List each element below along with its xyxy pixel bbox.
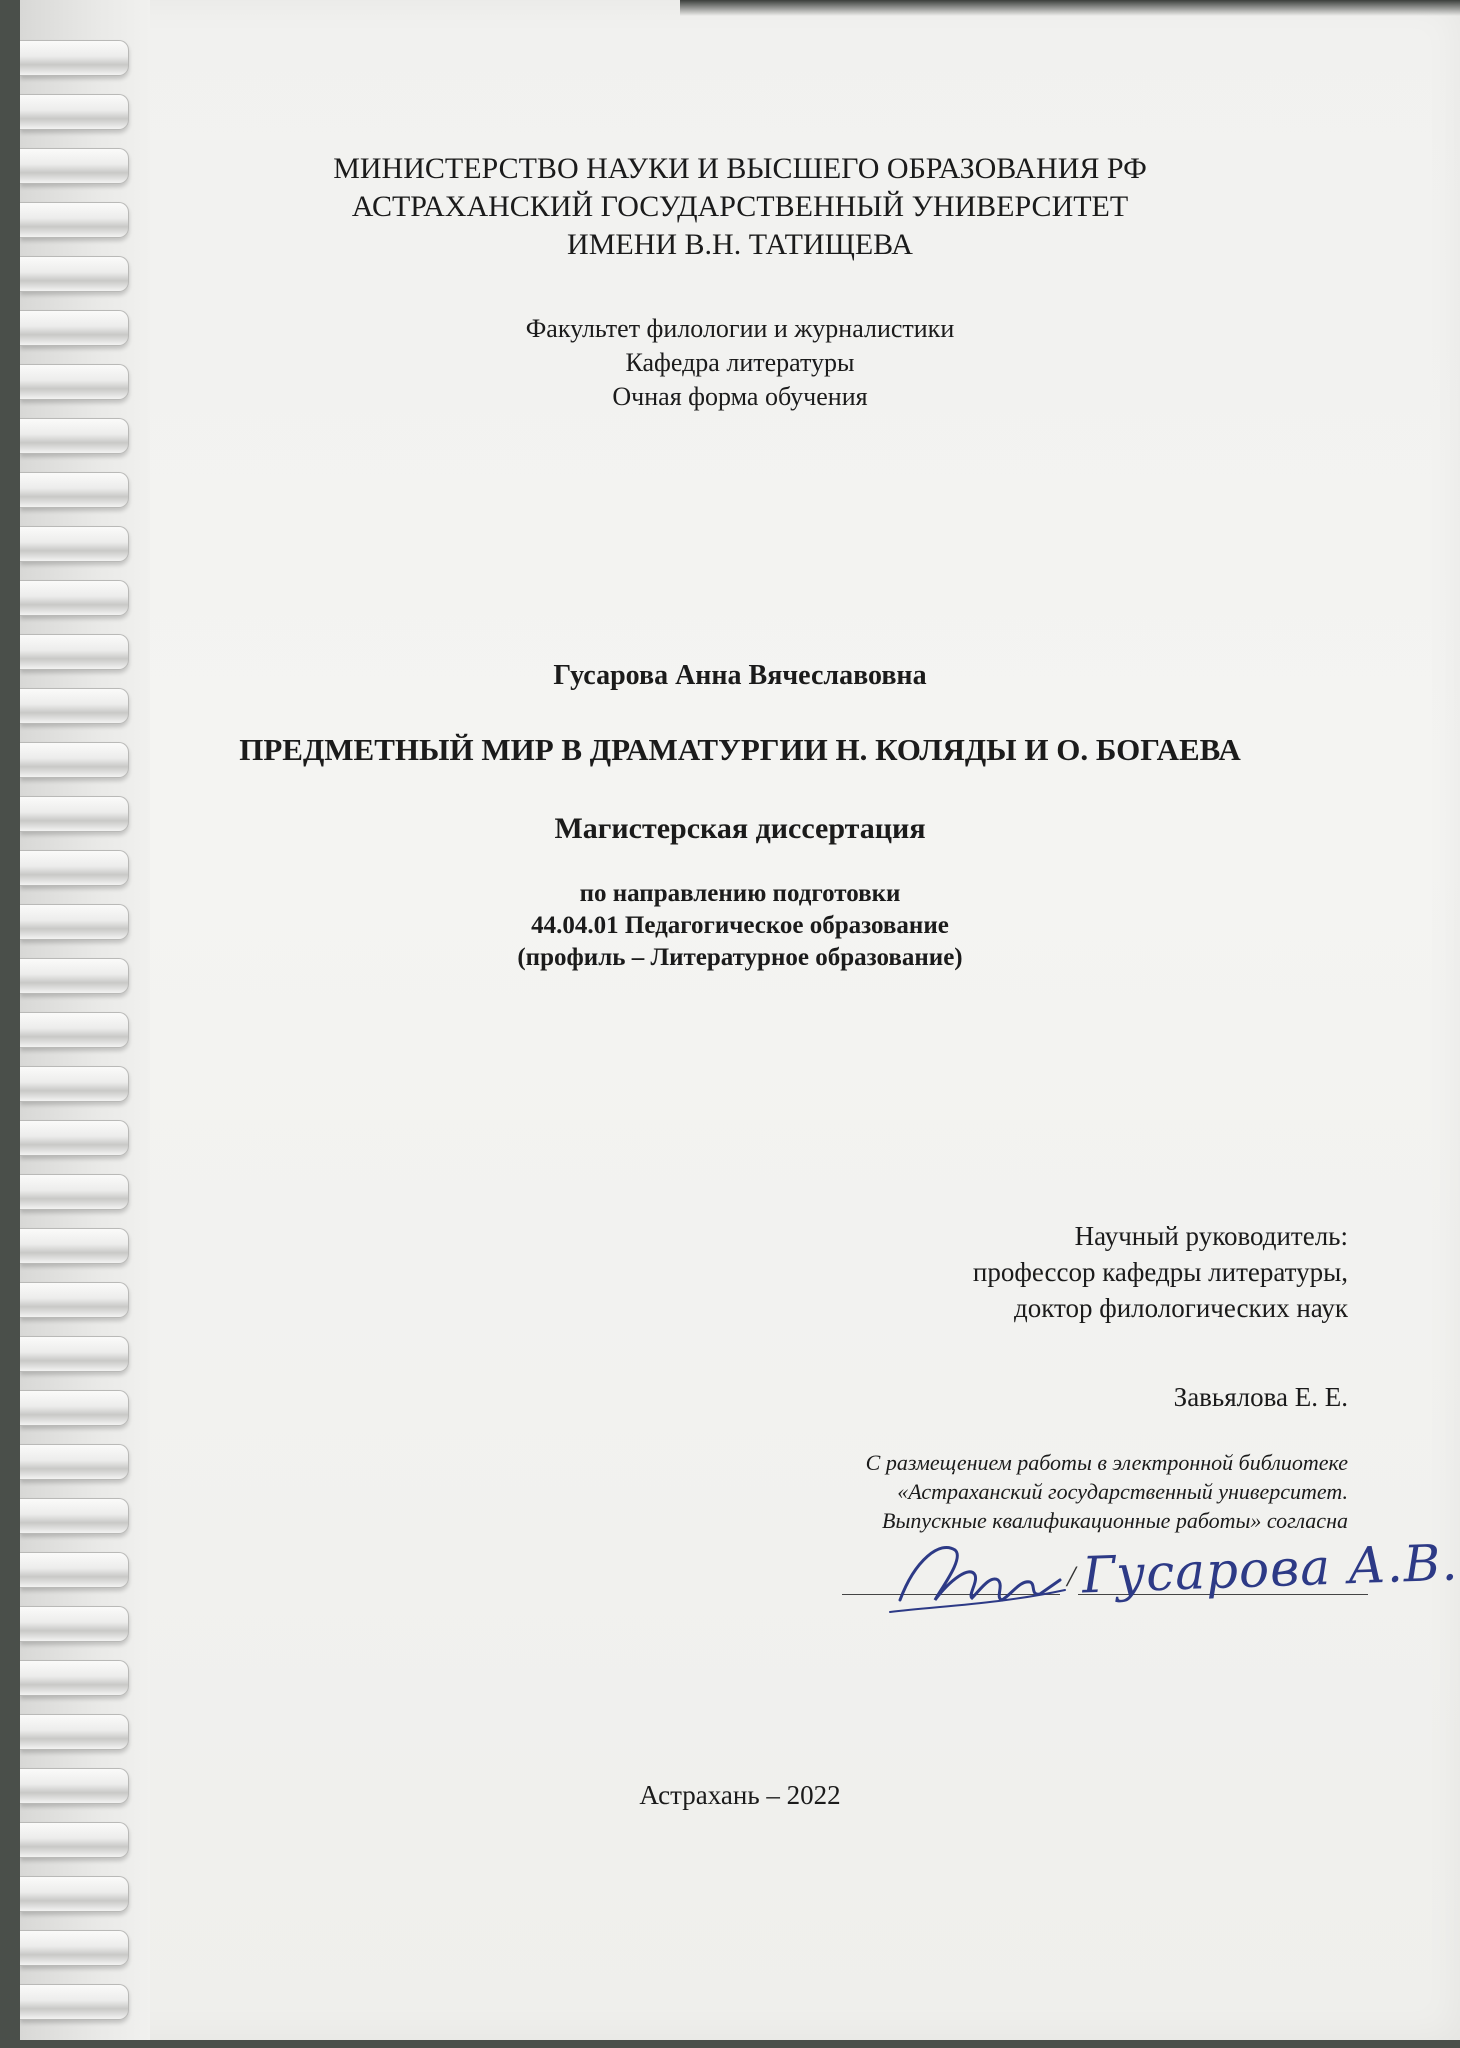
- supervisor-info: [648, 1218, 1348, 1326]
- department-line: Кафедра литературы: [625, 348, 855, 377]
- work-type: Магистерская диссертация: [554, 812, 926, 845]
- study-direction: [20, 878, 1460, 974]
- faculty-line: Факультет филологии и журналистики: [525, 314, 955, 343]
- consent-line: «Астраханский государственный университет.: [897, 1479, 1348, 1504]
- consent-line: Выпускные квалификационные работы» согласна: [882, 1508, 1348, 1533]
- university-name-line: ИМЕНИ В.Н. ТАТИЩЕВА: [567, 228, 913, 261]
- direction-profile-line: (профиль – Литературное образование): [517, 944, 963, 971]
- binding-coil: [20, 1444, 129, 1480]
- binding-coil: [20, 580, 129, 616]
- binding-coil: [20, 1066, 129, 1102]
- binding-coil: [20, 1012, 129, 1048]
- supervisor-label: Научный руководитель:: [1074, 1221, 1348, 1251]
- binding-coil: [20, 688, 129, 724]
- binding-coil: [20, 1390, 129, 1426]
- page-top-shadow: [680, 0, 1460, 16]
- supervisor-position: профессор кафедры литературы,: [972, 1257, 1348, 1287]
- city-year: Астрахань – 2022: [639, 1780, 841, 1810]
- consent-line: С размещением работы в электронной библиотеке: [865, 1450, 1348, 1475]
- direction-code-line: 44.04.01 Педагогическое образование: [531, 912, 949, 939]
- binding-coil: [20, 40, 129, 76]
- binding-coil: [20, 1876, 129, 1912]
- binding-coil: [20, 1660, 129, 1696]
- study-form-line: Очная форма обучения: [612, 382, 868, 411]
- binding-coil: [20, 526, 129, 562]
- handwritten-name: Гусарова А.В.: [1081, 1533, 1460, 1605]
- binding-coil: [20, 472, 129, 508]
- binding-coil: [20, 1174, 129, 1210]
- handwritten-signature: [880, 1520, 1070, 1630]
- binding-coil: [20, 1822, 129, 1858]
- binding-coil: [20, 1984, 129, 2020]
- title-page: [20, 0, 1460, 2040]
- binding-coil: [20, 1228, 129, 1264]
- binding-coil: [20, 1120, 129, 1156]
- university-line: АСТРАХАНСКИЙ ГОСУДАРСТВЕННЫЙ УНИВЕРСИТЕТ: [351, 190, 1129, 223]
- signature-separator: /: [1067, 1560, 1076, 1593]
- binding-coil: [20, 1930, 129, 1966]
- binding-coil: [20, 1552, 129, 1588]
- binding-coil: [20, 1282, 129, 1318]
- binding-coil: [20, 1606, 129, 1642]
- ministry-header: [20, 150, 1460, 264]
- binding-coil: [20, 1714, 129, 1750]
- ministry-line: МИНИСТЕРСТВО НАУКИ И ВЫСШЕГО ОБРАЗОВАНИЯ РФ: [333, 152, 1147, 185]
- binding-coil: [20, 94, 129, 130]
- faculty-info: [20, 312, 1460, 414]
- supervisor-name: Завьялова Е. Е.: [1173, 1382, 1348, 1412]
- direction-line: по направлению подготовки: [579, 880, 901, 907]
- supervisor-degree: доктор филологических наук: [1014, 1293, 1348, 1323]
- spiral-binding: [20, 0, 150, 2040]
- binding-coil: [20, 1498, 129, 1534]
- binding-coil: [20, 418, 129, 454]
- thesis-title: ПРЕДМЕТНЫЙ МИР В ДРАМАТУРГИИ Н. КОЛЯДЫ И О. БОГАЕВА: [239, 732, 1241, 767]
- binding-coil: [20, 1336, 129, 1372]
- author-name: Гусарова Анна Вячеславовна: [553, 660, 927, 691]
